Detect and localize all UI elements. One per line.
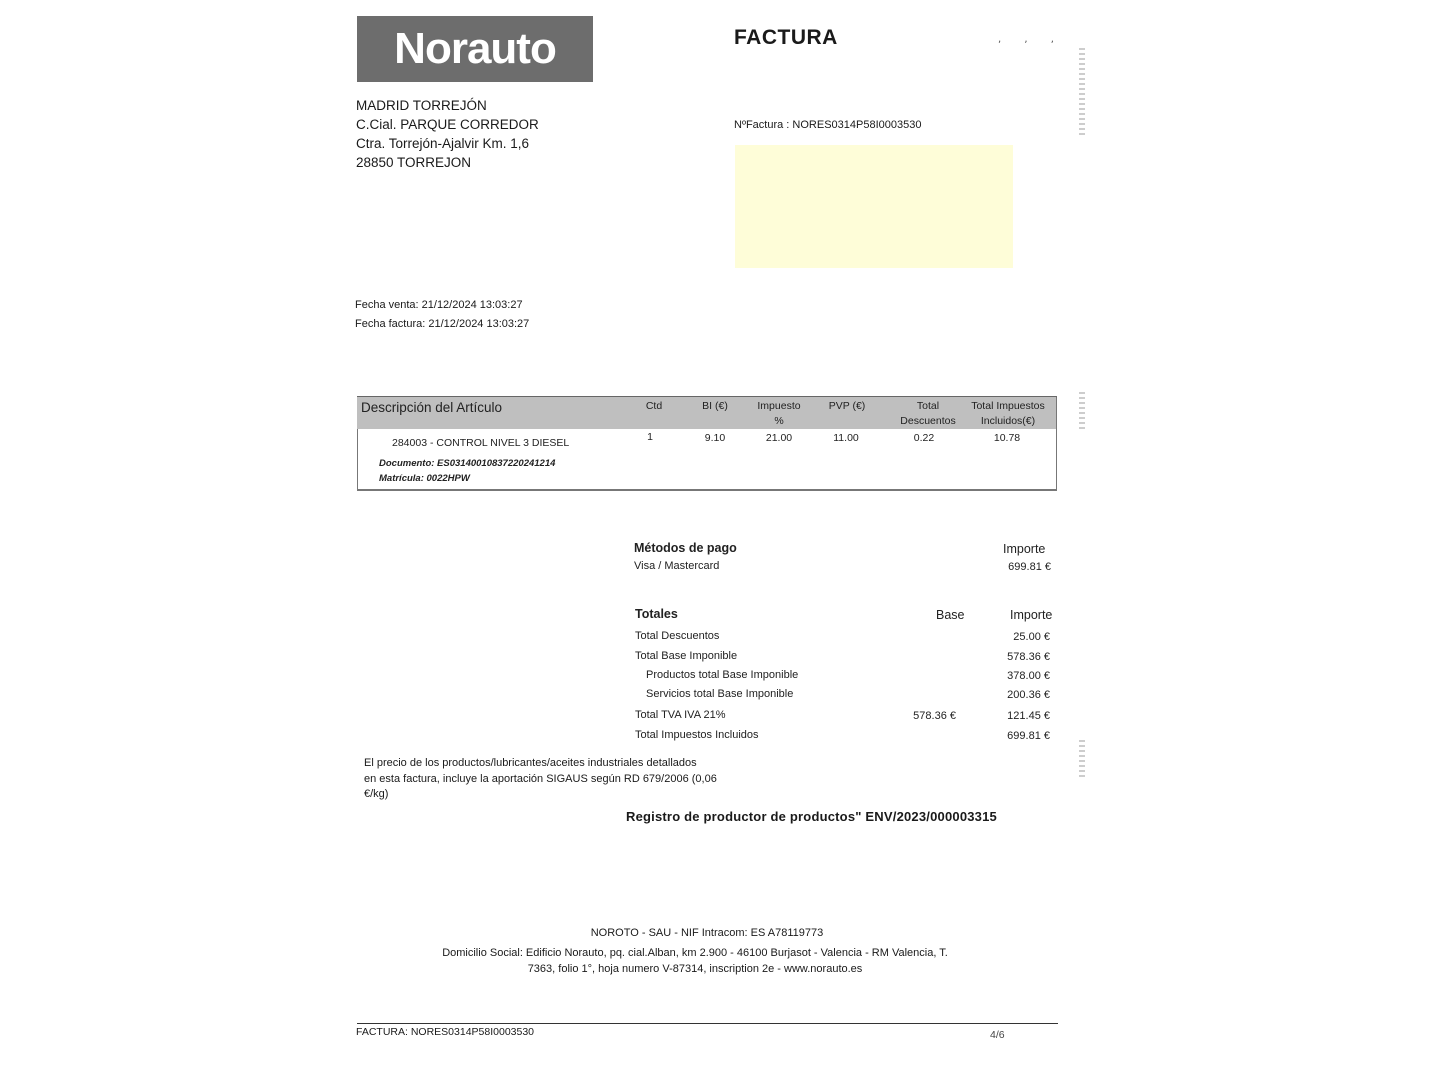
header-total-imp-line1: Total Impuestos (971, 400, 1045, 412)
totals-row-label: Total TVA IVA 21% (635, 709, 726, 721)
address-line: C.Cial. PARQUE CORREDOR (356, 117, 539, 132)
fecha-venta: Fecha venta: 21/12/2024 13:03:27 (355, 299, 523, 311)
company-info: NOROTO - SAU - NIF Intracom: ES A78119773 (590, 927, 824, 939)
domicilio-line: 7363, folio 1°, hoja numero V-87314, inscription 2e - www.norauto.es (527, 962, 863, 975)
norauto-logo (357, 16, 593, 82)
payment-amount: 699.81 € (1008, 561, 1051, 573)
item-total-descuentos: 0.22 (913, 432, 935, 444)
totals-row-base: 578.36 € (913, 710, 956, 722)
logo-text: Norauto (394, 24, 556, 73)
header-total-desc-line2: Descuentos (900, 415, 956, 427)
totals-row-label: Total Impuestos Incluidos (635, 729, 759, 741)
sigaus-line: en esta factura, incluye la aportación SIGAUS según RD 679/2006 (0,06 (364, 772, 717, 785)
address-line: MADRID TORREJÓN (356, 98, 487, 113)
document-title: FACTURA (734, 26, 838, 49)
item-descripcion: 284003 - CONTROL NIVEL 3 DIESEL (392, 437, 570, 449)
header-impuesto-line2: % (774, 415, 784, 427)
totals-row-importe: 378.00 € (1007, 670, 1050, 682)
sigaus-line: €/kg) (364, 788, 389, 800)
sigaus-line: El precio de los productos/lubricantes/aceites industriales detallados (364, 757, 697, 769)
payment-method: Visa / Mastercard (634, 560, 720, 572)
redacted-customer-block (735, 145, 1013, 268)
totals-row-importe: 25.00 € (1013, 631, 1050, 643)
header-bi: BI (€) (702, 400, 728, 412)
registered-office (430, 946, 960, 977)
item-pvp: 11.00 (833, 432, 859, 444)
header-pvp: PVP (€) (828, 400, 866, 412)
address-line: Ctra. Torrejón-Ajalvir Km. 1,6 (356, 136, 530, 151)
footer-invoice-ref: FACTURA: NORES0314P58I0003530 (356, 1026, 535, 1038)
totals-row-label: Total Descuentos (635, 630, 720, 642)
header-ctd: Ctd (645, 400, 663, 412)
payment-importe-header: Importe (1003, 542, 1046, 556)
totals-title: Totales (635, 607, 678, 621)
item-ctd: 1 (647, 431, 653, 443)
address-line: 28850 TORREJON (356, 155, 472, 170)
totals-row-importe: 699.81 € (1007, 730, 1050, 742)
header-impuesto-line1: Impuesto (757, 400, 801, 412)
header-total-impuestos (964, 399, 1052, 429)
scan-marks: , , , (998, 34, 1064, 45)
item-total-impuestos: 10.78 (993, 432, 1021, 444)
item-bi: 9.10 (704, 432, 726, 444)
totals-row-label: Servicios total Base Imponible (646, 688, 794, 700)
domicilio-line: Domicilio Social: Edificio Norauto, pq. cial.Alban, km 2.900 - 46100 Burjasot - Valencia - RM Valencia, T. (442, 947, 948, 959)
registro-productor: Registro de productor de productos" ENV/2023/000003315 (626, 809, 997, 824)
store-address (356, 96, 539, 172)
scan-artifact (1079, 740, 1085, 780)
header-total-imp-line2: Incluidos(€) (980, 415, 1036, 427)
totals-importe-header: Importe (1010, 608, 1053, 622)
invoice-dates (355, 296, 529, 334)
sigaus-note (364, 756, 734, 803)
header-descripcion: Descripción del Artículo (361, 400, 503, 415)
scan-artifact (1079, 392, 1085, 432)
totals-row-label: Total Base Imponible (635, 650, 738, 662)
totals-base-header: Base (936, 608, 965, 622)
header-total-desc-line1: Total (916, 400, 940, 412)
invoice-number: NºFactura : NORES0314P58I0003530 (734, 119, 922, 131)
totals-row-importe: 578.36 € (1007, 651, 1050, 663)
totals-row-label: Productos total Base Imponible (646, 669, 799, 681)
page-number: 4/6 (990, 1029, 1005, 1041)
item-documento: Documento: ES03140010837220241214 (379, 458, 556, 469)
scan-artifact (1079, 48, 1085, 138)
totals-row-importe: 200.36 € (1007, 689, 1050, 701)
footer-divider (357, 1023, 1058, 1024)
item-matricula: Matrícula: 0022HPW (379, 473, 470, 484)
totals-row-importe: 121.45 € (1007, 710, 1050, 722)
header-impuesto (748, 399, 810, 429)
header-total-descuentos (893, 399, 963, 429)
fecha-factura: Fecha factura: 21/12/2024 13:03:27 (355, 318, 530, 330)
item-impuesto: 21.00 (765, 432, 793, 444)
payment-title: Métodos de pago (634, 541, 737, 555)
